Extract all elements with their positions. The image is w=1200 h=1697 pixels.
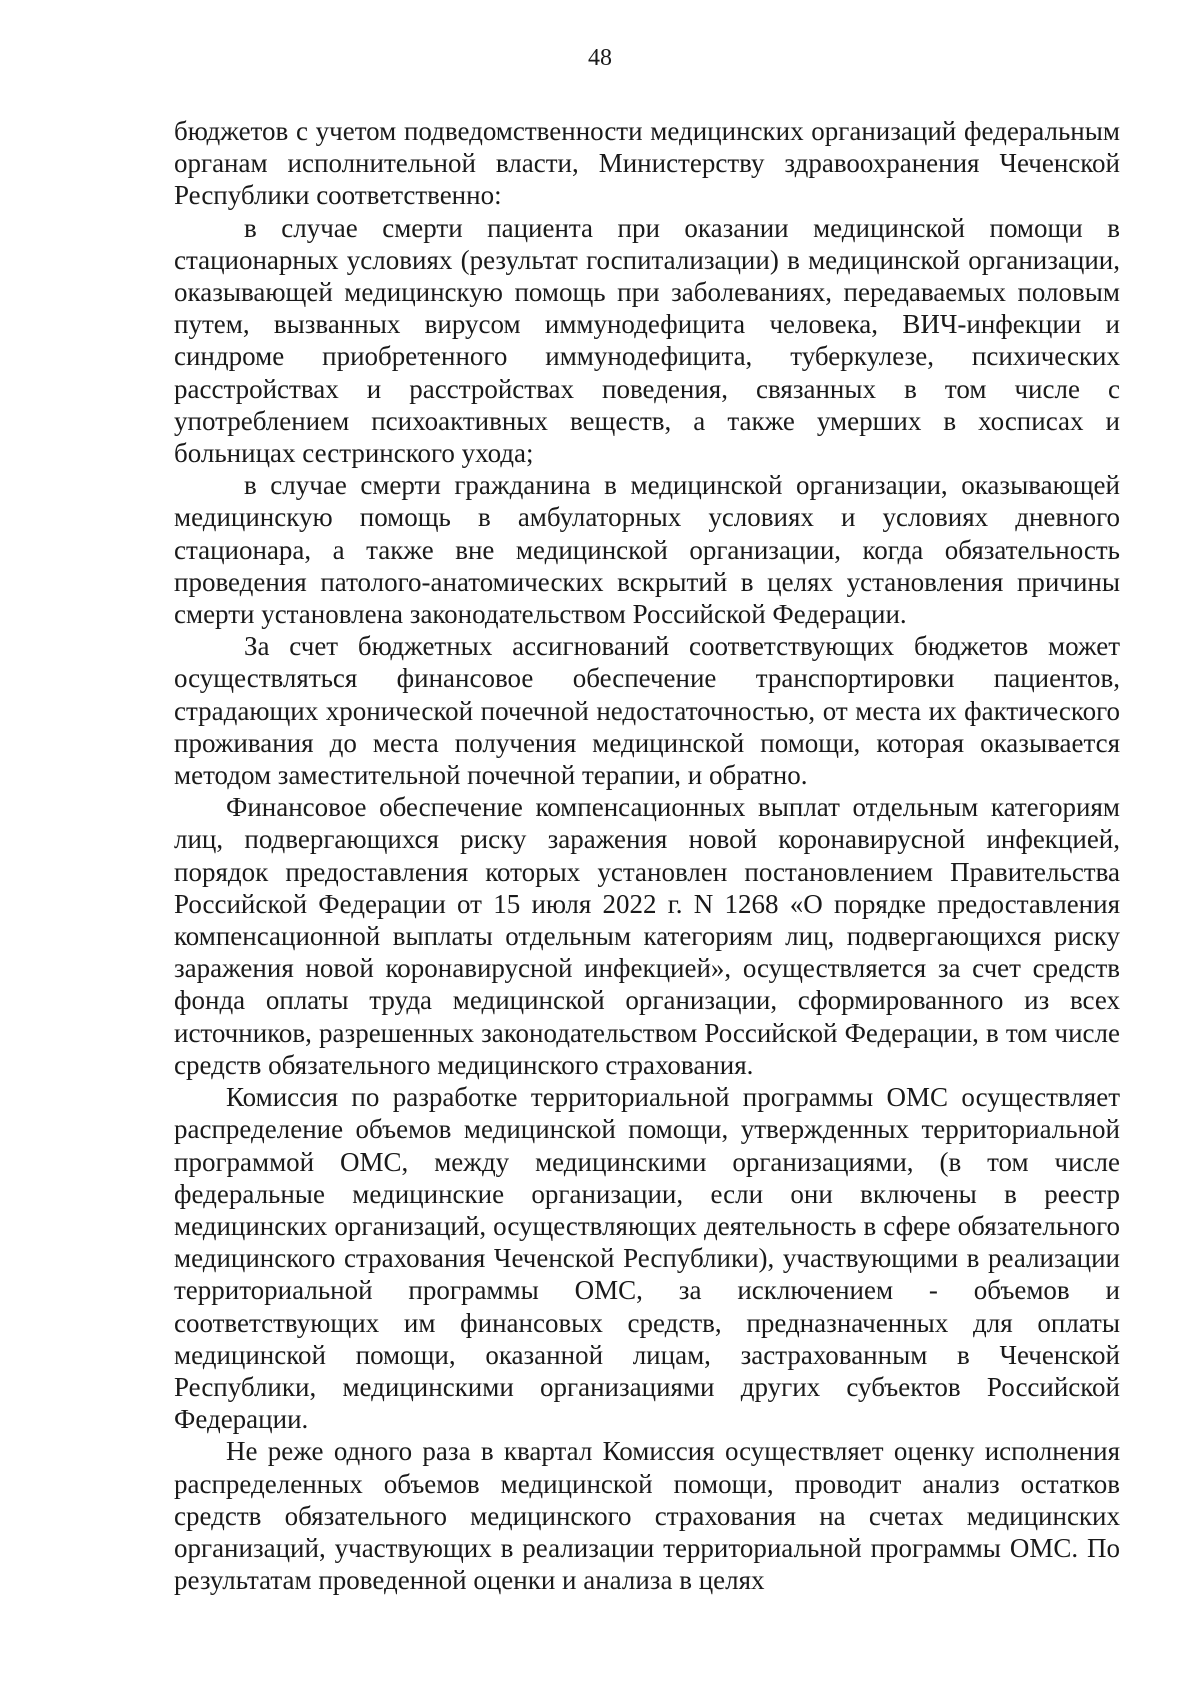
paragraph-death-inpatient: в случае смерти пациента при оказании медицинской помощи в стационарных условиях (результат госпитализации) в медицинской организации, оказывающей медицинскую помощь при заболеваниях, передаваемых половым путем, вызванных вирусом иммунодефицита человека, ВИЧ-инфекции и синдроме приобретенного иммунодефицита, туберкулезе, психических расстройствах и расстройствах поведения, связанных в том числе с употреблением психоактивных веществ, а также умерших в хосписах и больницах сестринского ухода; — [174, 212, 1120, 469]
document-body — [174, 115, 1120, 1596]
paragraph-compensation-payments: Финансовое обеспечение компенсационных выплат отдельным категориям лиц, подвергающихся риску заражения новой коронавирусной инфекцией, порядок предоставления которых установлен постановлением Правительства Российской Федерации от 15 июля 2022 г. N 1268 «О порядке предоставления компенсационной выплаты отдельным категориям лиц, подвергающихся риску заражения новой коронавирусной инфекцией», осуществляется за счет средств фонда оплаты труда медицинской организации, сформированного из всех источников, разрешенных законодательством Российской Федерации, в том числе средств обязательного медицинского страхования. — [174, 792, 1120, 1080]
paragraph-quarterly-assessment: Не реже одного раза в квартал Комиссия осуществляет оценку исполнения распределенных объемов медицинской помощи, проводит анализ остатков средств обязательного медицинского страхования на счетах медицинских организаций, участвующих в реализации территориальной программы ОМС. По результатам проведенной оценки и анализа в целях — [174, 1436, 1120, 1596]
paragraph-transport-funding: За счет бюджетных ассигнований соответствующих бюджетов может осуществляться финансовое обеспечение транспортировки пациентов, страдающих хронической почечной недостаточностью, от места их фактического проживания до места получения медицинской помощи, которая оказывается методом заместительной почечной терапии, и обратно. — [174, 631, 1120, 791]
paragraph-death-outpatient: в случае смерти гражданина в медицинской организации, оказывающей медицинскую помощь в амбулаторных условиях и условиях дневного стационара, а также вне медицинской организации, когда обязательность проведения патолого-анатомических вскрытий в целях установления причины смерти установлена законодательством Российской Федерации. — [174, 470, 1120, 630]
paragraph-commission-distribution: Комиссия по разработке территориальной программы ОМС осуществляет распределение объемов медицинской помощи, утвержденных территориальной программой ОМС, между медицинскими организациями, (в том числе федеральные медицинские организации, если они включены в реестр медицинских организаций, осуществляющих деятельность в сфере обязательного медицинского страхования Чеченской Республики), участвующими в реализации территориальной программы ОМС, за исключением - объемов и соответствующих им финансовых средств, предназначенных для оплаты медицинской помощи, оказанной лицам, застрахованным в Чеченской Республики, медицинскими организациями других субъектов Российской Федерации. — [174, 1082, 1120, 1435]
page-number: 48 — [588, 45, 612, 71]
paragraph-continuation: бюджетов с учетом подведомственности медицинских организаций федеральным органам исполнительной власти, Министерству здравоохранения Чеченской Республики соответственно: — [174, 116, 1120, 211]
